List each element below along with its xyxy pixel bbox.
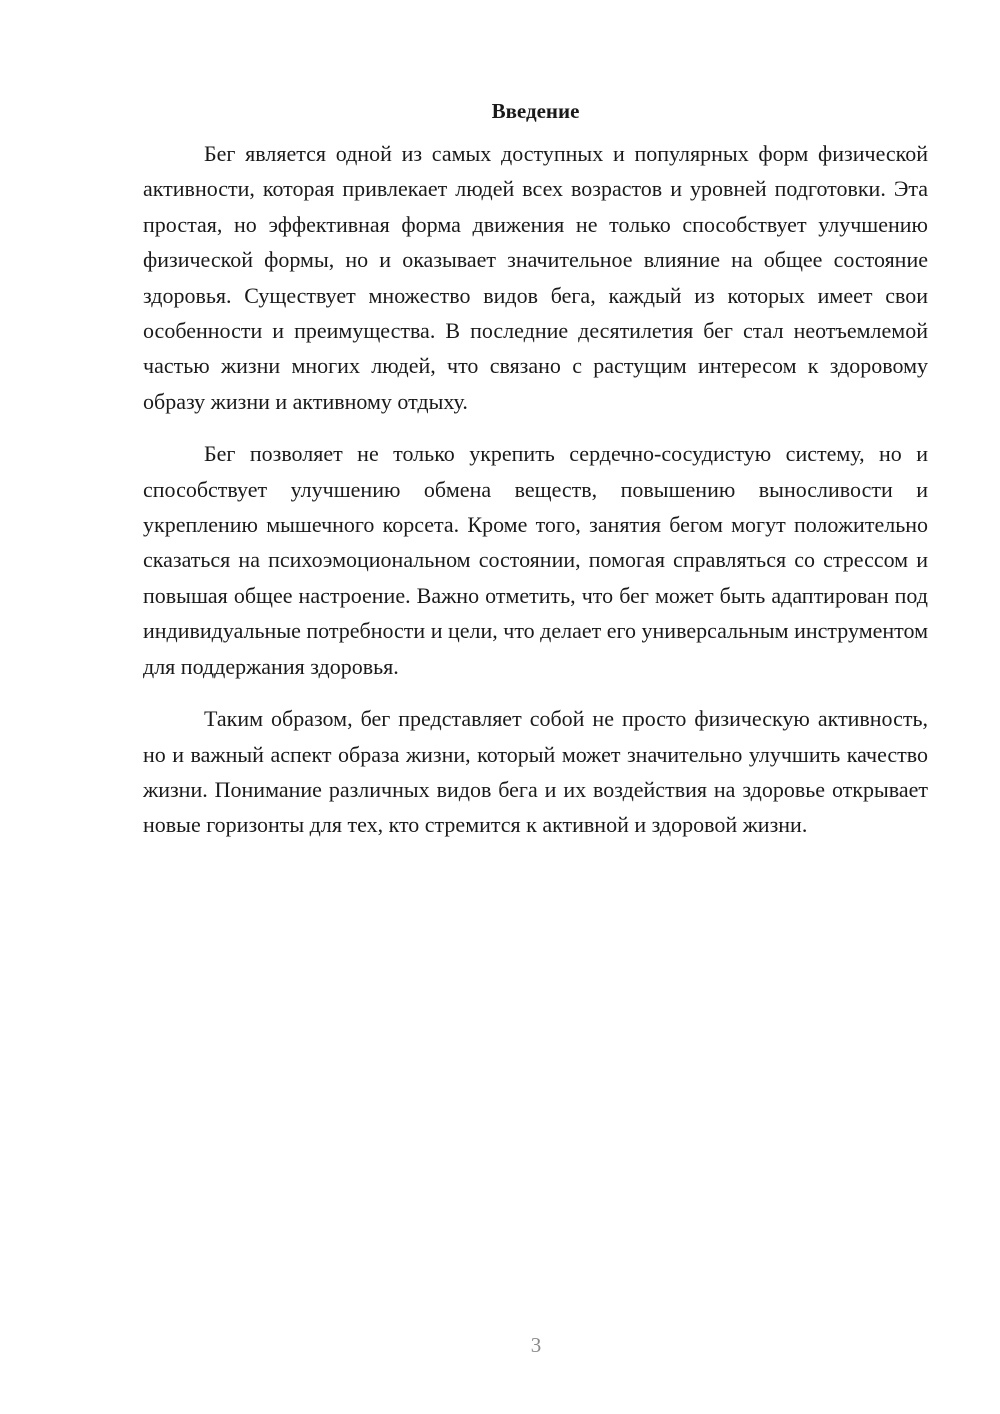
paragraph-intro: Бег является одной из самых доступных и популярных форм физической активности, которая привлекает людей всех возрастов и уровней подготовки. Эта простая, но эффективная форма движения не только способствует улучшению физической формы, но и оказывает значительное влияние на общее состояние здоровья. Существует множество видов бега, каждый из которых имеет свои особенности и преимущества. В последние десятилетия бег стал неотъемлемой частью жизни многих людей, что связано с растущим интересом к здоровому образу жизни и активному отдыху. <box>143 141 928 414</box>
paragraph-conclusion: Таким образом, бег представляет собой не просто физическую активность, но и важный аспект образа жизни, который может значительно улучшить качество жизни. Понимание различных видов бега и их воздействия на здоровье открывает новые горизонты для тех, кто стремится к активной и здоровой жизни. <box>143 706 928 838</box>
page-number: 3 <box>530 1333 542 1357</box>
paragraph-benefits: Бег позволяет не только укрепить сердечно-сосудистую систему, но и способствует улучшению обмена веществ, повышению выносливости и укреплению мышечного корсета. Кроме того, занятия бегом могут положительно сказаться на психоэмоциональном состоянии, помогая справляться со стрессом и повышая общее настроение. Важно отметить, что бег может быть адаптирован под индивидуальные потребности и цели, что делает его универсальным инструментом для поддержания здоровья. <box>143 441 928 679</box>
document-body <box>143 96 928 860</box>
page-title: Введение <box>491 99 580 123</box>
